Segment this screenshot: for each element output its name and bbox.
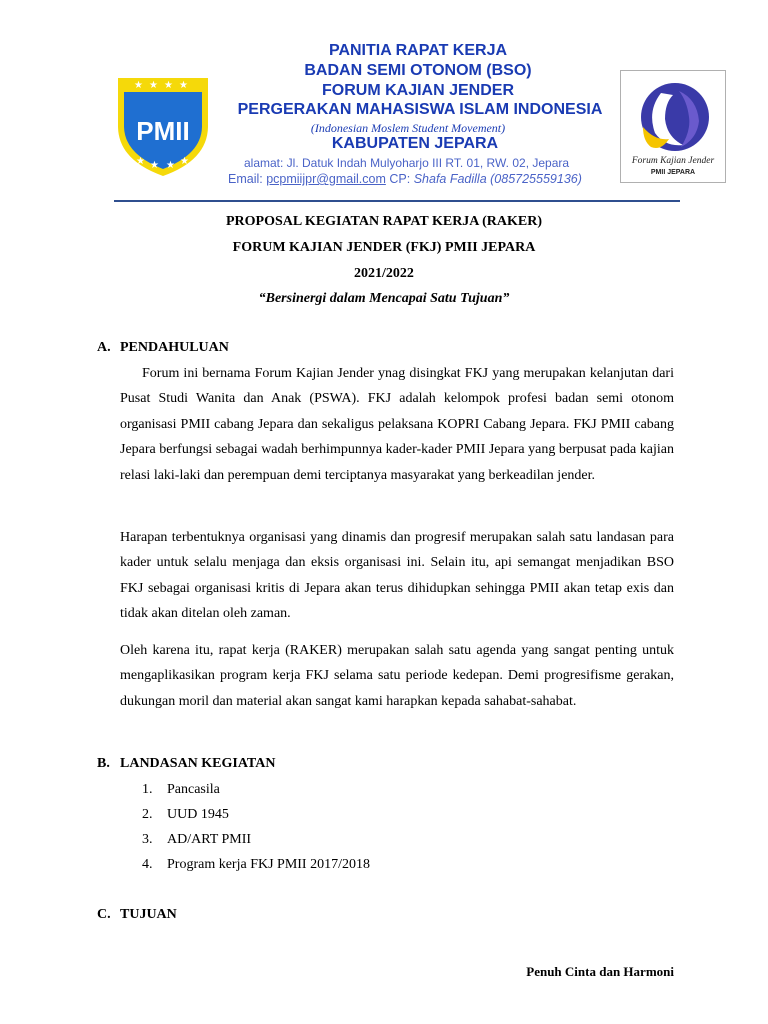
- svg-text:★: ★: [134, 80, 143, 91]
- section-c-title: TUJUAN: [120, 907, 177, 922]
- proposal-title-year: 2021/2022: [354, 266, 414, 281]
- section-c-letter: C.: [97, 907, 111, 922]
- email-label: Email:: [228, 172, 263, 186]
- pmii-shield-icon: [112, 74, 214, 178]
- proposal-title-line-2: FORUM KAJIAN JENDER (FKJ) PMII JEPARA: [232, 240, 536, 255]
- list-item: [142, 780, 370, 805]
- svg-text:★: ★: [149, 80, 158, 91]
- svg-text:★: ★: [150, 160, 159, 171]
- svg-text:★: ★: [166, 160, 175, 171]
- page-footer-motto: Penuh Cinta dan Harmoni: [526, 964, 674, 979]
- list-item-number: 2.: [142, 807, 153, 822]
- letterhead-address: alamat: Jl. Datuk Indah Mulyoharjo III RT. 01, RW. 02, Jepara: [244, 156, 570, 170]
- fkj-logo-text-1: Forum Kajian Jender: [631, 156, 715, 166]
- svg-text:★: ★: [179, 80, 188, 91]
- letterhead-line-6: KABUPATEN JEPARA: [331, 135, 499, 152]
- list-item-text: AD/ART PMII: [167, 832, 252, 847]
- list-item: [142, 855, 370, 880]
- fkj-emblem-icon: [621, 71, 725, 182]
- list-item-text: UUD 1945: [167, 807, 229, 822]
- email-link[interactable]: pcpmiijpr@gmail.com: [266, 172, 386, 186]
- section-a-title: PENDAHULUAN: [120, 340, 229, 355]
- list-item-text: Program kerja FKJ PMII 2017/2018: [167, 857, 370, 872]
- letterhead-line-3: FORUM KAJIAN JENDER: [321, 82, 514, 99]
- svg-text:★: ★: [180, 156, 189, 167]
- section-a-paragraph-1: Forum ini bernama Forum Kajian Jender ynag disingkat FKJ yang merupakan kelanjutan dari Pusat Studi Wanita dan Anak (PSWA). FKJ adalah kelompok profesi badan semi otonom organisasi PMII cabang Jepara dan sekaligus pelaksana KOPRI Cabang Jepara. FKJ PMII cabang Jepara berfungsi sebagai wadah berhimpunnya kader-kader PMII Jepara yang berpusat pada kajian relasi laki-laki dan perempuan demi terciptanya masyarakat yang berkeadilan jender.: [120, 366, 674, 483]
- svg-text:★: ★: [136, 156, 145, 167]
- letterhead-line-1: PANITIA RAPAT KERJA: [328, 42, 508, 59]
- section-a-paragraph-2: Harapan terbentuknya organisasi yang dinamis dan progresif merupakan salah satu landasan para kader untuk selalu menjaga dan eksis organisasi ini. Selain itu, api semangat menjadikan BSO FKJ sebagai organisasi kritis di Jepara akan terus dihidupkan sehingga PMII akan tetap exis dan tidak akan ditelan oleh zaman.: [120, 530, 674, 622]
- section-a-heading: [97, 340, 229, 356]
- letterhead-line-2: BADAN SEMI OTONOM (BSO): [304, 62, 532, 79]
- list-item: [142, 805, 370, 830]
- section-b-title: LANDASAN KEGIATAN: [120, 756, 276, 771]
- landasan-list: [142, 780, 370, 880]
- proposal-tagline: “Bersinergi dalam Mencapai Satu Tujuan”: [258, 291, 510, 306]
- letterhead-divider: [114, 200, 680, 202]
- list-item-number: 1.: [142, 782, 153, 797]
- list-item-number: 4.: [142, 857, 153, 872]
- list-item-number: 3.: [142, 832, 153, 847]
- letterhead-line-4: PERGERAKAN MAHASISWA ISLAM INDONESIA: [237, 101, 603, 118]
- letterhead-line-5: (Indonesian Moslem Student Movement): [310, 121, 506, 135]
- section-c-heading: [97, 907, 177, 923]
- list-item-text: Pancasila: [167, 782, 220, 797]
- fkj-logo: [620, 70, 726, 183]
- pmii-logo-text: PMII: [136, 116, 190, 146]
- cp-value: Shafa Fadilla (085725559136): [413, 172, 582, 186]
- section-a-letter: A.: [97, 340, 111, 355]
- svg-text:★: ★: [164, 80, 173, 91]
- section-b-heading: [97, 756, 275, 772]
- section-b-letter: B.: [97, 756, 110, 771]
- proposal-title-line-1: PROPOSAL KEGIATAN RAPAT KERJA (RAKER): [225, 214, 543, 229]
- pmii-logo: [112, 74, 214, 178]
- list-item: [142, 830, 370, 855]
- section-a-paragraph-3: Oleh karena itu, rapat kerja (RAKER) merupakan salah satu agenda yang sangat penting untuk mengaplikasikan program kerja FKJ selama satu periode kedepan. Demi progresifisme gerakan, dukungan moril dan material akan sangat kami harapkan kepada sahabat-sahabat.: [120, 643, 674, 709]
- cp-label: CP:: [389, 172, 411, 186]
- fkj-logo-text-2: PMII JEPARA: [650, 169, 696, 176]
- letterhead-contact: [228, 172, 582, 186]
